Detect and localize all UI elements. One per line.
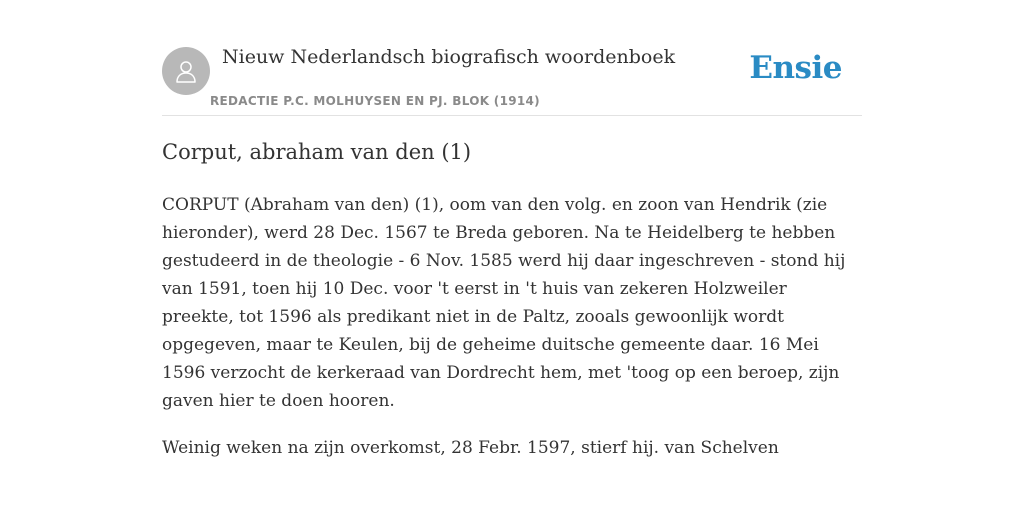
entry-title: Corput, abraham van den (1) bbox=[162, 140, 472, 164]
source-editors: REDACTIE P.C. MOLHUYSEN EN PJ. BLOK (1914) bbox=[210, 94, 540, 108]
entry-paragraph: Weinig weken na zijn overkomst, 28 Febr. 1597, stierf hij. van Schelven bbox=[162, 438, 779, 458]
source-avatar[interactable] bbox=[162, 47, 210, 95]
source-title[interactable]: Nieuw Nederlandsch biografisch woordenboek bbox=[222, 46, 676, 68]
source-header bbox=[162, 40, 862, 116]
entry-body bbox=[162, 191, 862, 462]
article-card bbox=[162, 40, 862, 481]
entry-paragraph: CORPUT (Abraham van den) (1), oom van den volg. en zoon van Hendrik (zie hieronder), werd 28 Dec. 1567 te Breda geboren. Na te Heidelberg te hebben gestudeerd in de theologie - 6 Nov. 1585 werd hij daar ingeschreven - stond hij van 1591, toen hij 10 Dec. voor 't eerst in 't huis van zekeren Holzweiler preekte, tot 1596 als predikant niet in de Paltz, zooals gewoonlijk wordt opgegeven, maar te Keulen, bij de geheime duitsche gemeente daar. 16 Mei 1596 verzocht de kerkeraad van Dordrecht hem, met 'toog op een beroep, zijn gaven hier te doen hooren. bbox=[162, 195, 846, 411]
user-icon bbox=[172, 57, 200, 85]
ensie-logo[interactable]: Ensie bbox=[749, 50, 842, 86]
